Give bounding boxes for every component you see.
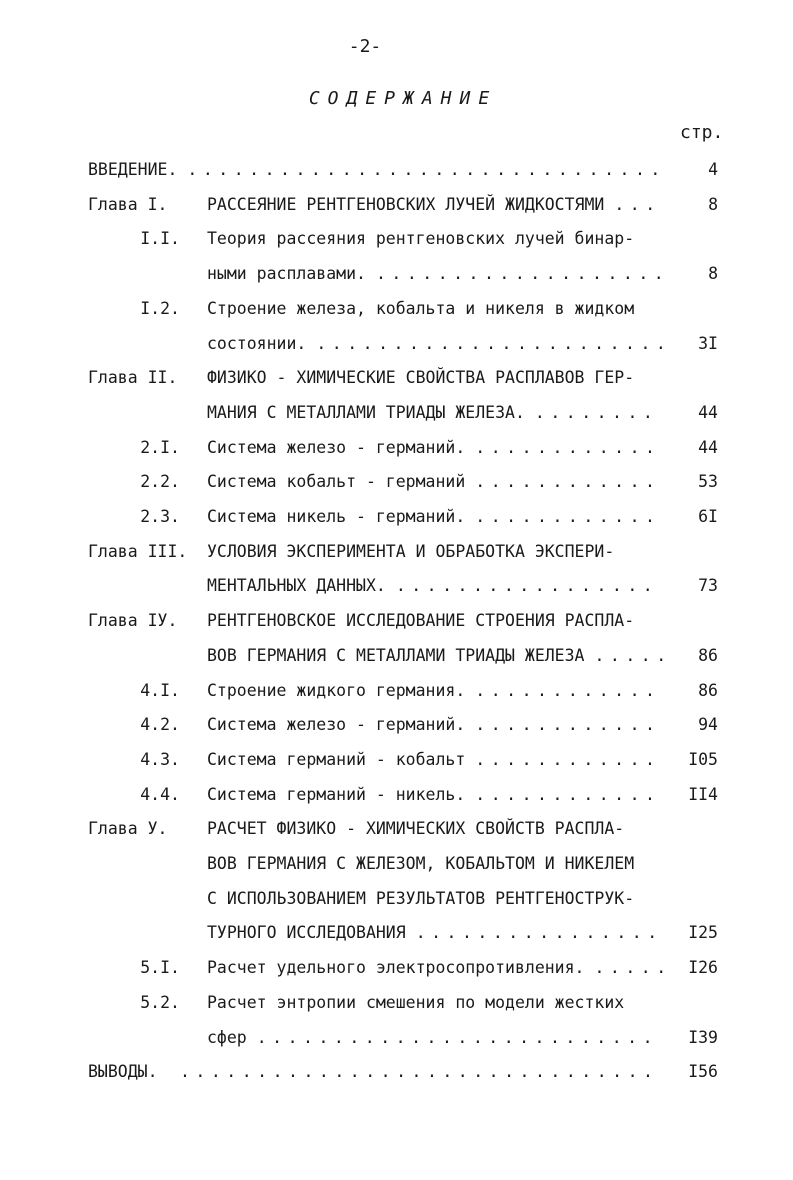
toc-entry-label: ВВЕДЕНИЕ. [88, 160, 178, 179]
toc-entry [0, 611, 793, 635]
toc-entry-page: 73 [698, 576, 718, 596]
toc-entry [0, 438, 793, 462]
toc-entry-text: УСЛОВИЯ ЭКСПЕРИМЕНТА И ОБРАБОТКА ЭКСПЕРИ- [207, 541, 615, 561]
leader-dots: ... [614, 194, 661, 214]
toc-entry [0, 264, 793, 288]
toc-entry-page: 8 [708, 264, 718, 284]
toc-entry-page: 3I [698, 333, 718, 353]
toc-entry-text: Система железо - германий. [207, 437, 466, 457]
page-title: СОДЕРЖАНИЕ [308, 88, 498, 109]
toc-entry [0, 819, 793, 843]
toc-entry-page: 44 [698, 437, 718, 457]
toc-entry [0, 785, 793, 809]
toc-entry [0, 472, 793, 496]
toc-entry-label: 5.2. [140, 992, 180, 1012]
toc-entry-page: I39 [688, 1027, 718, 1047]
toc-entry-text: Система никель - германий. [207, 507, 466, 526]
toc-entry-text: ВОВ ГЕРМАНИЯ С ЖЕЛЕЗОМ, КОБАЛЬТОМ И НИКЕЛЕМ [207, 854, 635, 873]
toc-entry-page: I05 [688, 749, 718, 769]
toc-entry-page: I25 [688, 923, 718, 943]
leader-dots: ............................... [187, 160, 666, 179]
toc-entry-text: Система германий - кобальт [207, 749, 466, 769]
toc-entry-label: 5.I. [140, 958, 180, 978]
toc-entry [0, 750, 793, 774]
toc-entry-text: состоянии. [207, 333, 307, 353]
leader-dots: ................ [415, 923, 663, 943]
toc-entry [0, 507, 793, 531]
page-number: -2- [348, 36, 382, 57]
toc-entry-text: Строение жидкого германия. [207, 680, 466, 700]
leader-dots: ..... [594, 645, 672, 665]
toc-entry-page: 53 [698, 472, 718, 492]
toc-entry-label: Глава IУ. [88, 611, 178, 631]
toc-entry-label: I.2. [140, 298, 180, 318]
toc-entry-page: I56 [688, 1062, 718, 1082]
toc-entry-label: 4.3. [140, 749, 180, 769]
leader-dots: ............ [475, 784, 661, 804]
toc-entry [0, 576, 793, 600]
toc-entry-page: II4 [688, 784, 718, 804]
toc-entry-label: Глава II. [88, 368, 178, 388]
toc-entry-text: С ИСПОЛЬЗОВАНИЕМ РЕЗУЛЬТАТОВ РЕНТГЕНОСТРУК- [207, 888, 635, 908]
toc-entry-label: 4.2. [140, 715, 180, 735]
leader-dots: ..... [594, 958, 672, 978]
toc-entry-page: I26 [688, 958, 718, 978]
toc-entry-page: 6I [698, 507, 718, 526]
toc-entry-text: РАСЧЕТ ФИЗИКО - ХИМИЧЕСКИХ СВОЙСТВ РАСПЛА- [207, 819, 625, 839]
leader-dots: ............ [475, 472, 661, 492]
toc-entry [0, 334, 793, 358]
toc-entry [0, 160, 793, 184]
toc-entry-label: 4.I. [140, 680, 180, 700]
page-column-label: стр. [680, 122, 724, 143]
toc-entry [0, 923, 793, 947]
toc-entry-text: ВОВ ГЕРМАНИЯ С МЕТАЛЛАМИ ТРИАДЫ ЖЕЛЕЗА [207, 645, 585, 665]
leader-dots: ............ [475, 715, 661, 735]
toc-entry-page: 94 [698, 715, 718, 735]
toc-entry-text: ФИЗИКО - ХИМИЧЕСКИЕ СВОЙСТВА РАСПЛАВОВ ГЕР- [207, 368, 635, 388]
toc-entry-text: ными расплавами. [207, 264, 366, 284]
leader-dots: ........ [534, 402, 659, 422]
toc-entry-label: Глава III. [88, 541, 188, 561]
toc-entry-label: 4.4. [140, 784, 180, 804]
toc-entry [0, 229, 793, 253]
toc-entry-label: ВЫВОДЫ. [88, 1062, 158, 1082]
toc-entry-text: сфер [207, 1027, 247, 1047]
toc-entry-text: ТУРНОГО ИССЛЕДОВАНИЯ [207, 923, 406, 943]
toc-entry [0, 368, 793, 392]
toc-entry-text: Система германий - никель. [207, 784, 466, 804]
toc-entry-text: Система железо - германий. [207, 715, 466, 735]
toc-entry [0, 195, 793, 219]
toc-entry [0, 993, 793, 1017]
toc-entry-text: МАНИЯ С МЕТАЛЛАМИ ТРИАДЫ ЖЕЛЕЗА. [207, 402, 525, 422]
toc-entry [0, 646, 793, 670]
toc-entry-page: 44 [698, 402, 718, 422]
toc-entry-text: Расчет удельного электросопротивления. [207, 958, 585, 978]
toc-entry-label: I.I. [140, 229, 180, 249]
toc-entry [0, 681, 793, 705]
leader-dots: ............ [475, 437, 661, 457]
toc-entry-text: Расчет энтропии смешения по модели жестких [207, 992, 625, 1012]
toc-entry-page: 4 [708, 160, 718, 179]
toc-entry [0, 889, 793, 913]
toc-entry-page: 86 [698, 645, 718, 665]
toc-entry [0, 542, 793, 566]
toc-entry-label: Глава У. [88, 819, 168, 839]
leader-dots: ............ [475, 749, 661, 769]
toc-entry-page: 8 [708, 194, 718, 214]
toc-entry-text: РЕНТГЕНОВСКОЕ ИССЛЕДОВАНИЕ СТРОЕНИЯ РАСПЛА- [207, 611, 635, 631]
toc-entry [0, 299, 793, 323]
toc-entry-label: 2.2. [140, 472, 180, 492]
toc-entry [0, 958, 793, 982]
toc-entry [0, 715, 793, 739]
toc-entry [0, 1062, 793, 1086]
toc-entry [0, 1028, 793, 1052]
toc-entry [0, 854, 793, 878]
leader-dots: ............ [475, 680, 661, 700]
leader-dots: ................. [395, 576, 659, 596]
toc-entry-page: 86 [698, 680, 718, 700]
toc-entry-text: МЕНТАЛЬНЫХ ДАННЫХ. [207, 576, 386, 596]
leader-dots: ............ [475, 507, 661, 526]
toc-entry-text: РАССЕЯНИЕ РЕНТГЕНОВСКИХ ЛУЧЕЙ ЖИДКОСТЯМИ [207, 194, 605, 214]
toc-entry-label: Глава I. [88, 194, 168, 214]
toc-entry-label: 2.3. [140, 507, 180, 526]
leader-dots: ............................... [180, 1062, 659, 1082]
leader-dots: .......................... [256, 1027, 659, 1047]
toc-entry-text: Строение железа, кобальта и никеля в жидком [207, 298, 635, 318]
toc-entry-text: Система кобальт - германий [207, 472, 466, 492]
toc-entry-text: Теория рассеяния рентгеновских лучей бинар- [207, 229, 635, 249]
toc-entry [0, 403, 793, 427]
leader-dots: ................... [375, 264, 670, 284]
toc-entry-label: 2.I. [140, 437, 180, 457]
leader-dots: ....................... [316, 333, 672, 353]
